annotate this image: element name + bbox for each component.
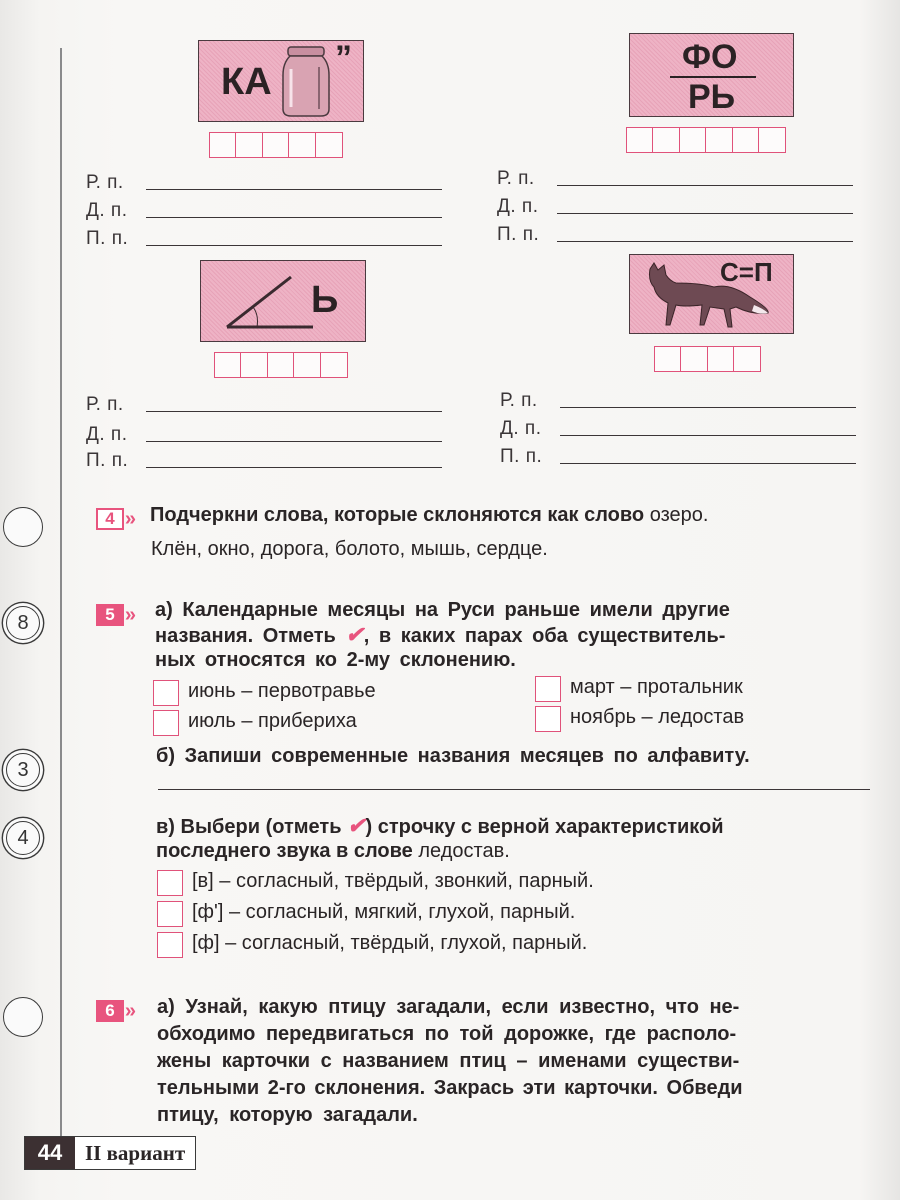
riddle-card-angle [200,260,366,342]
task6-line1: а) Узнай, какую птицу загадали, если известно, что не- [157,996,740,1018]
letter-boxes-1[interactable] [210,132,343,158]
task5b-instruction: б) Запиши современные названия месяцев по алфавиту. [156,745,750,767]
score-circle-task4[interactable] [3,507,43,547]
page-footer [24,1136,196,1170]
case-row-rp-1: Р. п. [86,170,442,194]
riddle-text-ka: КА [221,61,272,103]
riddle-text-soft-sign: Ь [311,279,339,321]
task4-words[interactable]: Клён, окно, дорога, болото, мышь, сердце. [151,538,548,560]
option-sound-f: [ф] – согласный, твёрдый, глухой, парный. [192,932,588,954]
answer-line[interactable] [560,435,856,436]
answer-line[interactable] [557,241,853,242]
angle-icon [223,271,323,333]
chevron-icon: » [124,604,136,626]
option-sound-f-soft: [ф'] – согласный, мягкий, глухой, парный. [192,901,576,923]
case-row-pp-4: П. п. [500,444,856,468]
chevron-icon: » [124,1000,136,1022]
margin-line [60,48,62,1148]
score-circle-task5v: 4 [6,821,40,855]
checkbox-november[interactable] [535,706,561,732]
checkbox-june[interactable] [153,680,179,706]
case-row-pp-2: П. п. [497,222,853,246]
checkbox-march[interactable] [535,676,561,702]
riddle-text-r: РЬ [688,78,736,116]
checkmark-icon: ✔ [345,622,364,647]
case-row-dp-2: Д. п. [497,194,853,218]
task6-line3: жены карточки с названием птиц – именами существи- [157,1050,740,1072]
answer-line[interactable] [557,185,853,186]
checkbox-sound-v[interactable] [157,870,183,896]
checkbox-july[interactable] [153,710,179,736]
option-november: ноябрь – ледостав [570,706,745,728]
letter-boxes-2[interactable] [627,127,786,153]
task-badge-6: 6 » [96,1000,136,1022]
task6-line5: птицу, которую загадали. [157,1104,418,1126]
answer-line[interactable] [146,441,442,442]
score-circle-task6[interactable] [3,997,43,1037]
letter-boxes-3[interactable] [215,352,348,378]
option-march: март – протальник [570,676,743,698]
task5v-line1: в) Выбери (отметь ✔) строчку с верной характеристикой [156,813,724,838]
riddle-card-jar [198,40,364,122]
option-june: июнь – первотравье [188,680,376,702]
answer-line[interactable] [560,463,856,464]
task5a-line1: а) Календарные месяцы на Руси раньше имели другие [155,599,730,621]
answer-line[interactable] [146,467,442,468]
case-row-dp-4: Д. п. [500,416,856,440]
task6-line4: тельными 2-го склонения. Закрась эти карточки. Обведи [157,1077,743,1099]
answer-line[interactable] [560,407,856,408]
chevron-icon: » [124,508,136,530]
task5a-line2: названия. Отметь ✔, в каких парах оба существитель- [155,622,726,647]
answer-line[interactable] [146,217,442,218]
checkmark-icon: ✔ [347,813,366,838]
checkbox-sound-f[interactable] [157,932,183,958]
case-row-rp-4: Р. п. [500,388,856,412]
task5v-line2: последнего звука в слове ледостав. [156,840,510,862]
case-row-pp-1: П. п. [86,226,442,250]
option-sound-v: [в] – согласный, твёрдый, звонкий, парный. [192,870,594,892]
answer-line[interactable] [146,189,442,190]
score-circle-task5b: 3 [6,753,40,787]
answer-line[interactable] [146,245,442,246]
variant-label: II вариант [85,1140,186,1165]
jar-icon [279,45,333,119]
riddle-card-fox [629,254,794,334]
riddle-text-fo: ФО [682,38,738,76]
task5a-line3: ных относятся ко 2-му склонению. [155,649,516,671]
score-circle-task5a: 8 [6,606,40,640]
answer-line[interactable] [146,411,442,412]
task-badge-5: 5 » [96,604,136,626]
riddle-quote-mark: ” [335,39,352,77]
case-row-dp-3: Д. п. [86,422,442,446]
option-july: июль – прибериха [188,710,357,732]
page-number: 44 [25,1137,75,1169]
case-row-rp-3: Р. п. [86,392,442,416]
task6-line2: обходимо передвигаться по той дорожке, где располо- [157,1023,737,1045]
task5b-answer-line[interactable] [158,789,870,790]
case-row-rp-2: Р. п. [497,166,853,190]
letter-boxes-4[interactable] [655,346,761,372]
answer-line[interactable] [557,213,853,214]
task-badge-4: 4 » [96,508,136,530]
checkbox-sound-f-soft[interactable] [157,901,183,927]
case-row-pp-3: П. п. [86,448,442,472]
riddle-text-s-eq-p: С=П [720,257,773,287]
riddle-card-fraction [629,33,794,117]
task4-instruction: Подчеркни слова, которые склоняются как слово озеро. [150,504,709,526]
case-row-dp-1: Д. п. [86,198,442,222]
